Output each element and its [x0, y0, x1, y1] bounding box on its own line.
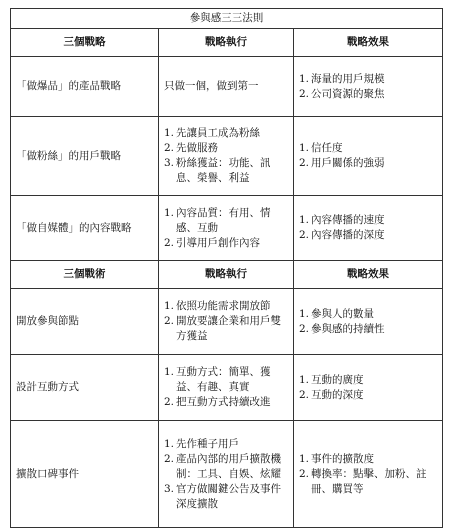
table-row [11, 355, 443, 421]
effect-list [299, 141, 437, 171]
effect-cell [294, 421, 443, 528]
list-item: 1. 事件的擴散度 [299, 452, 374, 465]
row-name: 「做粉絲」的用戶戰略 [11, 117, 159, 196]
list-item: 1. 依照功能需求開放節 [164, 300, 271, 312]
list-item-text: 內容傳播的深度 [311, 229, 385, 241]
list-item: 2. 公司資源的聚焦 [299, 87, 385, 100]
execution-list [164, 126, 288, 186]
row-name: 設計互動方式 [11, 355, 159, 421]
list-item: 2. 產品內部的用戶擴散機制：工具、自娛、炫耀 [164, 452, 281, 480]
list-item-text: 先作種子用戶 [176, 437, 239, 450]
list-item: 1. 參與人的數量 [299, 307, 374, 320]
list-item-text: 用戶關係的強弱 [311, 157, 385, 169]
row-name: 「做自媒體」的內容戰略 [11, 196, 159, 261]
execution-list [164, 299, 288, 344]
header-strategy: 三個戰略 [11, 29, 159, 57]
execution-list [164, 206, 288, 251]
list-item: 2. 內容傳播的深度 [299, 229, 385, 241]
effect-cell [294, 289, 443, 355]
execution-cell [159, 355, 294, 421]
row-name: 擴散口碑事件 [11, 421, 159, 528]
header-execution: 戰略執行 [159, 261, 294, 289]
effect-list [299, 72, 437, 102]
execution-cell [159, 289, 294, 355]
list-item-text: 公司資源的聚焦 [311, 87, 385, 100]
effect-cell [294, 117, 443, 196]
header-effect: 戰略效果 [294, 261, 443, 289]
table-row [11, 289, 443, 355]
rules-table [10, 8, 443, 528]
header-tactic: 三個戰術 [11, 261, 159, 289]
list-item-text: 轉換率：點擊、加粉、註冊、購買等 [311, 467, 427, 495]
effect-cell [294, 196, 443, 261]
execution-cell [159, 196, 294, 261]
execution-cell [159, 117, 294, 196]
list-item-text: 內容品質：有用、情感、互動 [176, 206, 271, 234]
list-item: 1. 內容傳播的速度 [299, 214, 385, 226]
effect-list [299, 213, 437, 243]
effect-list [299, 307, 437, 337]
list-item: 1. 先作種子用戶 [164, 437, 239, 450]
list-item-text: 開放要讓企業和用戶雙方獲益 [176, 315, 281, 342]
list-item-text: 互動方式：簡單、獲益、有趣、真實 [176, 366, 271, 393]
list-item-text: 引導用戶創作內容 [176, 236, 260, 249]
list-item-text: 官方做關鍵公告及事件深度擴散 [176, 482, 281, 510]
execution-cell [159, 421, 294, 528]
effect-cell [294, 355, 443, 421]
list-item: 1. 海量的用戶規模 [299, 72, 385, 85]
list-item-text: 參與感的持續性 [311, 322, 385, 335]
list-item: 1. 互動方式：簡單、獲益、有趣、真實 [164, 366, 271, 393]
list-item: 2. 互動的深度 [299, 388, 364, 401]
row-name: 開放參與節點 [11, 289, 159, 355]
list-item-text: 互動的深度 [311, 388, 364, 401]
list-item: 2. 轉換率：點擊、加粉、註冊、購買等 [299, 467, 427, 495]
list-item: 1. 互動的廣度 [299, 373, 364, 386]
list-item-text: 互動的廣度 [311, 373, 364, 386]
list-item: 1. 內容品質：有用、情感、互動 [164, 206, 271, 234]
list-item: 2. 把互動方式持續改進 [164, 396, 271, 408]
list-item: 1. 信任度 [299, 142, 343, 154]
list-item: 2. 開放要讓企業和用戶雙方獲益 [164, 315, 281, 342]
list-item: 2. 先做服務 [164, 142, 218, 154]
header-effect: 戰略效果 [294, 29, 443, 57]
table-row [11, 117, 443, 196]
table-title: 參與感三三法則 [11, 9, 443, 29]
list-item-text: 內容傳播的速度 [311, 214, 385, 226]
list-item-text: 先讓員工成為粉絲 [176, 127, 260, 139]
header-execution: 戰略執行 [159, 29, 294, 57]
execution-list [164, 365, 288, 410]
table-row [11, 421, 443, 528]
list-item-text: 信任度 [311, 142, 343, 154]
section1-header-row [11, 29, 443, 57]
list-item-text: 把互動方式持續改進 [176, 396, 271, 408]
list-item-text: 海量的用戶規模 [311, 72, 385, 85]
list-item-text: 產品內部的用戶擴散機制：工具、自娛、炫耀 [176, 452, 281, 480]
list-item: 1. 先讓員工成為粉絲 [164, 127, 260, 139]
execution-cell [159, 57, 294, 117]
list-item: 2. 引導用戶創作內容 [164, 236, 260, 249]
list-item: 3. 粉絲獲益：功能、訊息、榮譽、利益 [164, 157, 271, 184]
list-item: 3. 官方做關鍵公告及事件深度擴散 [164, 482, 281, 510]
effect-list [299, 452, 437, 497]
table-row [11, 57, 443, 117]
effect-list [299, 373, 437, 403]
list-item-text: 事件的擴散度 [311, 452, 374, 465]
list-item-text: 先做服務 [176, 142, 218, 154]
title-row [11, 9, 443, 29]
execution-text: 只做一個，做到第一 [164, 80, 259, 92]
list-item-text: 依照功能需求開放節 [176, 300, 271, 312]
effect-cell [294, 57, 443, 117]
list-item: 2. 用戶關係的強弱 [299, 157, 385, 169]
execution-list [164, 437, 288, 512]
row-name: 「做爆品」的產品戰略 [11, 57, 159, 117]
list-item-text: 粉絲獲益：功能、訊息、榮譽、利益 [176, 157, 271, 184]
section2-header-row [11, 261, 443, 289]
table-row [11, 196, 443, 261]
list-item: 2. 參與感的持續性 [299, 322, 385, 335]
list-item-text: 參與人的數量 [311, 307, 374, 320]
